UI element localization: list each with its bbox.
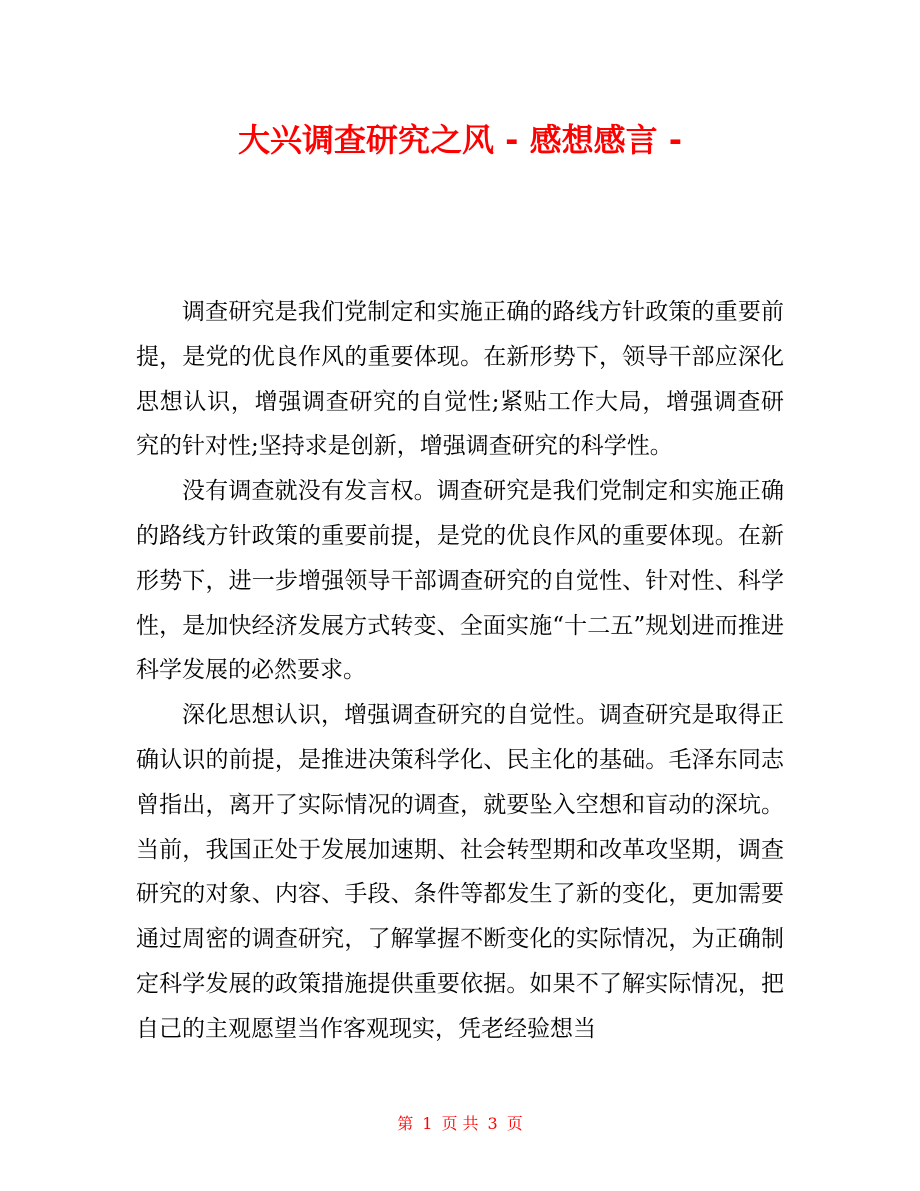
document-body — [136, 290, 784, 1052]
document-title: 大兴调查研究之风 - 感想感言 - — [238, 121, 682, 159]
page-footer — [0, 1112, 920, 1136]
footer-total-pages: 3 — [487, 1114, 498, 1133]
footer-middle: 页 共 — [441, 1114, 479, 1133]
footer-suffix: 页 — [506, 1114, 523, 1133]
footer-page-number: 1 — [422, 1114, 433, 1133]
paragraph-1: 调查研究是我们党制定和实施正确的路线方针政策的重要前提，是党的优良作风的重要体现。在新形势下，领导干部应深化思想认识，增强调查研究的自觉性;紧贴工作大局，增强调查研究的针对性;坚持求是创新，增强调查研究的科学性。 — [136, 299, 784, 460]
paragraph-3: 深化思想认识，增强调查研究的自觉性。调查研究是取得正确认识的前提，是推进决策科学化、民主化的基础。毛泽东同志曾指出，离开了实际情况的调查，就要坠入空想和盲动的深坑。当前，我国正处于发展加速期、社会转型期和改革攻坚期，调查研究的对象、内容、手段、条件等都发生了新的变化，更加需要通过周密的调查研究，了解掌握不断变化的实际情况，为正确制定科学发展的政策措施提供重要依据。如果不了解实际情况，把自己的主观愿望当作客观现实，凭老经验想当 — [136, 702, 784, 1042]
paragraph-2: 没有调查就没有发言权。调查研究是我们党制定和实施正确的路线方针政策的重要前提，是党的优良作风的重要体现。在新形势下，进一步增强领导干部调查研究的自觉性、针对性、科学性，是加快经济发展方式转变、全面实施“十二五”规划进而推进科学发展的必然要求。 — [136, 478, 784, 684]
footer-prefix: 第 — [397, 1114, 414, 1133]
